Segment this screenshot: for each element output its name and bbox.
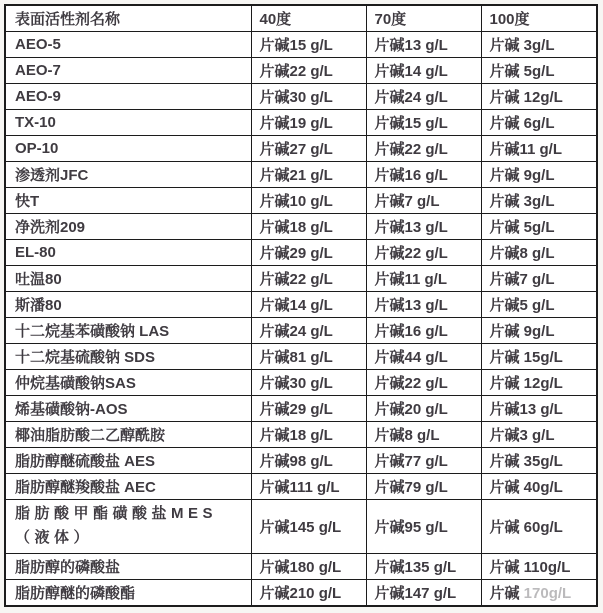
value-70deg-cell: 片碱14 g/L bbox=[366, 58, 481, 84]
surfactant-name-cell: 斯潘80 bbox=[5, 292, 251, 318]
surfactant-name-cell: 仲烷基磺酸钠SAS bbox=[5, 370, 251, 396]
value-40deg-cell: 片碱180 g/L bbox=[251, 554, 366, 580]
table-row bbox=[5, 292, 597, 318]
surfactant-caustic-soda-table bbox=[4, 4, 598, 607]
value-70deg-cell: 片碱77 g/L bbox=[366, 448, 481, 474]
surfactant-name-cell: 烯基磺酸钠-AOS bbox=[5, 396, 251, 422]
table-row bbox=[5, 110, 597, 136]
value-40deg-cell: 片碱210 g/L bbox=[251, 580, 366, 607]
value-40deg-cell: 片碱27 g/L bbox=[251, 136, 366, 162]
value-70deg-cell: 片碱13 g/L bbox=[366, 32, 481, 58]
value-40deg-cell: 片碱18 g/L bbox=[251, 422, 366, 448]
value-100deg-cell: 片碱 5g/L bbox=[481, 214, 597, 240]
value-70deg-cell: 片碱11 g/L bbox=[366, 266, 481, 292]
value-40deg-cell: 片碱145 g/L bbox=[251, 500, 366, 554]
surfactant-name-cell: EL-80 bbox=[5, 240, 251, 266]
table-row bbox=[5, 32, 597, 58]
value-100deg-cell: 片碱7 g/L bbox=[481, 266, 597, 292]
table-row bbox=[5, 344, 597, 370]
table-row bbox=[5, 422, 597, 448]
value-40deg-cell: 片碱98 g/L bbox=[251, 448, 366, 474]
value-100deg-cell: 片碱 9g/L bbox=[481, 162, 597, 188]
table-header bbox=[5, 5, 597, 32]
watermark-faded-value: 170g/L bbox=[523, 585, 572, 602]
surfactant-name-cell: 脂肪醇醚羧酸盐 AEC bbox=[5, 474, 251, 500]
surfactant-name-cell: AEO-9 bbox=[5, 84, 251, 110]
value-40deg-cell: 片碱19 g/L bbox=[251, 110, 366, 136]
column-header-name: 表面活性剂名称 bbox=[5, 5, 251, 32]
surfactant-name-cell: 快T bbox=[5, 188, 251, 214]
value-40deg-cell: 片碱30 g/L bbox=[251, 84, 366, 110]
value-40deg-cell: 片碱10 g/L bbox=[251, 188, 366, 214]
surfactant-name-cell: 吐温80 bbox=[5, 266, 251, 292]
table-row bbox=[5, 214, 597, 240]
value-70deg-cell: 片碱8 g/L bbox=[366, 422, 481, 448]
table-row bbox=[5, 554, 597, 580]
value-text: 片碱 bbox=[489, 585, 524, 602]
value-70deg-cell: 片碱13 g/L bbox=[366, 292, 481, 318]
surfactant-name-cell: 椰油脂肪酸二乙醇酰胺 bbox=[5, 422, 251, 448]
column-header-40deg: 40度 bbox=[251, 5, 366, 32]
column-header-100deg: 100度 bbox=[481, 5, 597, 32]
value-40deg-cell: 片碱81 g/L bbox=[251, 344, 366, 370]
value-40deg-cell: 片碱22 g/L bbox=[251, 58, 366, 84]
value-100deg-cell bbox=[481, 580, 597, 607]
value-100deg-cell: 片碱3 g/L bbox=[481, 422, 597, 448]
value-100deg-cell: 片碱 3g/L bbox=[481, 32, 597, 58]
value-40deg-cell: 片碱22 g/L bbox=[251, 266, 366, 292]
value-100deg-cell: 片碱 6g/L bbox=[481, 110, 597, 136]
surfactant-name-cell: 脂肪醇醚的磷酸酯 bbox=[5, 580, 251, 607]
table-row bbox=[5, 370, 597, 396]
table-row bbox=[5, 396, 597, 422]
surfactant-name-cell: AEO-7 bbox=[5, 58, 251, 84]
surfactant-name-cell: AEO-5 bbox=[5, 32, 251, 58]
value-70deg-cell: 片碱15 g/L bbox=[366, 110, 481, 136]
surfactant-name-cell: 脂肪酸甲酯磺酸盐MES （液体） bbox=[5, 500, 251, 554]
surfactant-name-cell: 净洗剂209 bbox=[5, 214, 251, 240]
surfactant-name-cell: TX-10 bbox=[5, 110, 251, 136]
value-70deg-cell: 片碱22 g/L bbox=[366, 370, 481, 396]
value-70deg-cell: 片碱16 g/L bbox=[366, 318, 481, 344]
surfactant-name-cell: 十二烷基苯磺酸钠 LAS bbox=[5, 318, 251, 344]
value-70deg-cell: 片碱79 g/L bbox=[366, 474, 481, 500]
surfactant-name-cell: 渗透剂JFC bbox=[5, 162, 251, 188]
table-row bbox=[5, 240, 597, 266]
table-row bbox=[5, 136, 597, 162]
table-row bbox=[5, 162, 597, 188]
table-row bbox=[5, 58, 597, 84]
value-100deg-cell: 片碱 110g/L bbox=[481, 554, 597, 580]
value-70deg-cell: 片碱147 g/L bbox=[366, 580, 481, 607]
value-100deg-cell: 片碱8 g/L bbox=[481, 240, 597, 266]
value-40deg-cell: 片碱30 g/L bbox=[251, 370, 366, 396]
value-70deg-cell: 片碱7 g/L bbox=[366, 188, 481, 214]
value-40deg-cell: 片碱29 g/L bbox=[251, 240, 366, 266]
surfactant-name-cell: 脂肪醇的磷酸盐 bbox=[5, 554, 251, 580]
value-40deg-cell: 片碱21 g/L bbox=[251, 162, 366, 188]
value-70deg-cell: 片碱16 g/L bbox=[366, 162, 481, 188]
value-100deg-cell: 片碱 60g/L bbox=[481, 500, 597, 554]
value-100deg-cell: 片碱 12g/L bbox=[481, 370, 597, 396]
surfactant-name-cell: OP-10 bbox=[5, 136, 251, 162]
value-40deg-cell: 片碱29 g/L bbox=[251, 396, 366, 422]
value-70deg-cell: 片碱20 g/L bbox=[366, 396, 481, 422]
table-row bbox=[5, 84, 597, 110]
table-row bbox=[5, 266, 597, 292]
value-70deg-cell: 片碱95 g/L bbox=[366, 500, 481, 554]
table-row bbox=[5, 318, 597, 344]
value-100deg-cell: 片碱 35g/L bbox=[481, 448, 597, 474]
surfactant-name-cell: 脂肪醇醚硫酸盐 AES bbox=[5, 448, 251, 474]
value-40deg-cell: 片碱15 g/L bbox=[251, 32, 366, 58]
value-40deg-cell: 片碱111 g/L bbox=[251, 474, 366, 500]
value-100deg-cell: 片碱 40g/L bbox=[481, 474, 597, 500]
header-row bbox=[5, 5, 597, 32]
value-40deg-cell: 片碱18 g/L bbox=[251, 214, 366, 240]
value-100deg-cell: 片碱 9g/L bbox=[481, 318, 597, 344]
value-100deg-cell: 片碱13 g/L bbox=[481, 396, 597, 422]
value-70deg-cell: 片碱24 g/L bbox=[366, 84, 481, 110]
value-40deg-cell: 片碱14 g/L bbox=[251, 292, 366, 318]
table-row bbox=[5, 474, 597, 500]
table-row bbox=[5, 188, 597, 214]
table-row bbox=[5, 500, 597, 554]
value-100deg-cell: 片碱5 g/L bbox=[481, 292, 597, 318]
value-70deg-cell: 片碱44 g/L bbox=[366, 344, 481, 370]
value-100deg-cell: 片碱 3g/L bbox=[481, 188, 597, 214]
value-100deg-cell: 片碱 15g/L bbox=[481, 344, 597, 370]
value-70deg-cell: 片碱135 g/L bbox=[366, 554, 481, 580]
column-header-70deg: 70度 bbox=[366, 5, 481, 32]
table-row bbox=[5, 580, 597, 607]
value-100deg-cell: 片碱 5g/L bbox=[481, 58, 597, 84]
value-100deg-cell: 片碱11 g/L bbox=[481, 136, 597, 162]
value-100deg-cell: 片碱 12g/L bbox=[481, 84, 597, 110]
value-70deg-cell: 片碱22 g/L bbox=[366, 240, 481, 266]
table-body bbox=[5, 32, 597, 607]
value-70deg-cell: 片碱22 g/L bbox=[366, 136, 481, 162]
value-40deg-cell: 片碱24 g/L bbox=[251, 318, 366, 344]
value-70deg-cell: 片碱13 g/L bbox=[366, 214, 481, 240]
table-row bbox=[5, 448, 597, 474]
surfactant-name-cell: 十二烷基硫酸钠 SDS bbox=[5, 344, 251, 370]
